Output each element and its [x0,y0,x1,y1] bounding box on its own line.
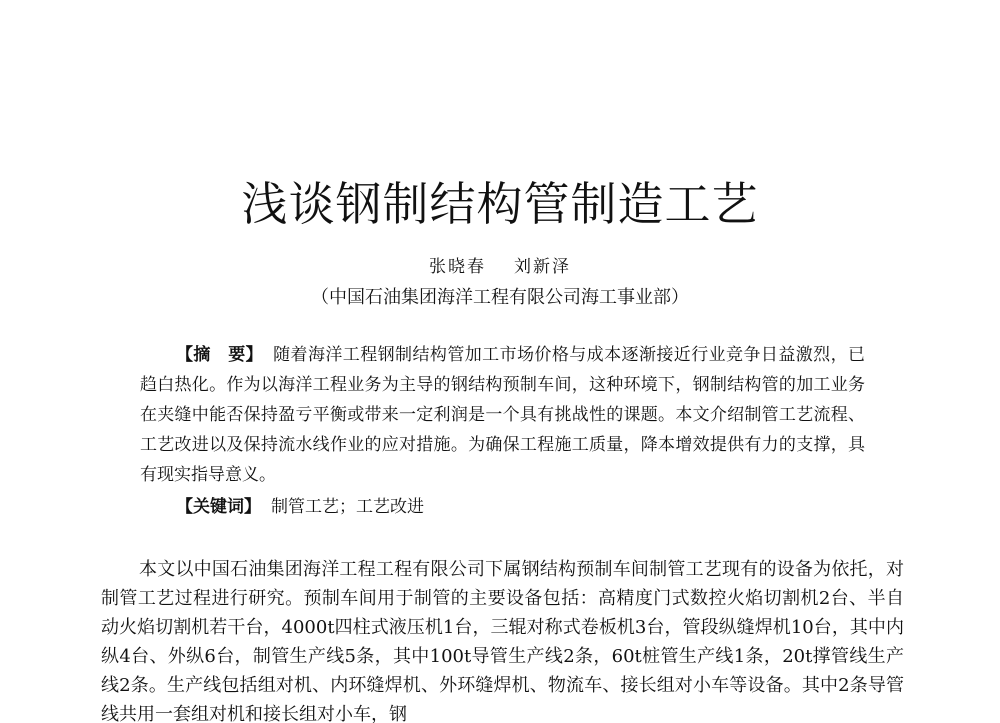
author-line [0,252,1000,277]
paper-title: 浅谈钢制结构管制造工艺 [241,177,759,231]
keywords-block [176,492,876,522]
author-name: 刘新泽 [514,257,571,277]
abstract-label: 【摘 要】 [176,345,264,365]
author-name: 张晓春 [429,257,486,277]
keywords-label: 【关键词】 [176,497,261,517]
author-affiliation: （中国石油集团海洋工程有限公司海工事业部） [311,287,689,308]
keywords-text: 制管工艺；工艺改进 [271,497,424,517]
abstract-text: 随着海洋工程钢制结构管加工市场价格与成本逐渐接近行业竞争日益激烈，已趋白热化。作为以海洋工程业务为主导的钢结构预制车间，这种环境下，钢制结构管的加工业务在夹缝中能否保持盈亏平衡或带来一定利润是一个具有挑战性的课题。本文介绍制管工艺流程、工艺改进以及保持流水线作业的应对措施。为确保工程施工质量，降本增效提供有力的支撑，具有现实指导意义。 [140,345,866,485]
body-paragraph: 本文以中国石油集团海洋工程工程有限公司下属钢结构预制车间制管工艺现有的设备为依托，对制管工艺过程进行研究。预制车间用于制管的主要设备包括：高精度门式数控火焰切割机2台、半自动火焰切割机若干台，4000t四柱式液压机1台，三辊对称式卷板机3台，管段纵缝焊机10台，其中内纵4台、外纵6台，制管生产线5条，其中100t导管生产线2条，60t桩管生产线1条，20t撑管线生产线2条。生产线包括组对机、内环缝焊机、外环缝焊机、物流车、接长组对小车等设备。其中2条导管线共用一套组对机和接长组对小车，钢 [101,559,904,723]
abstract-block [140,340,865,490]
